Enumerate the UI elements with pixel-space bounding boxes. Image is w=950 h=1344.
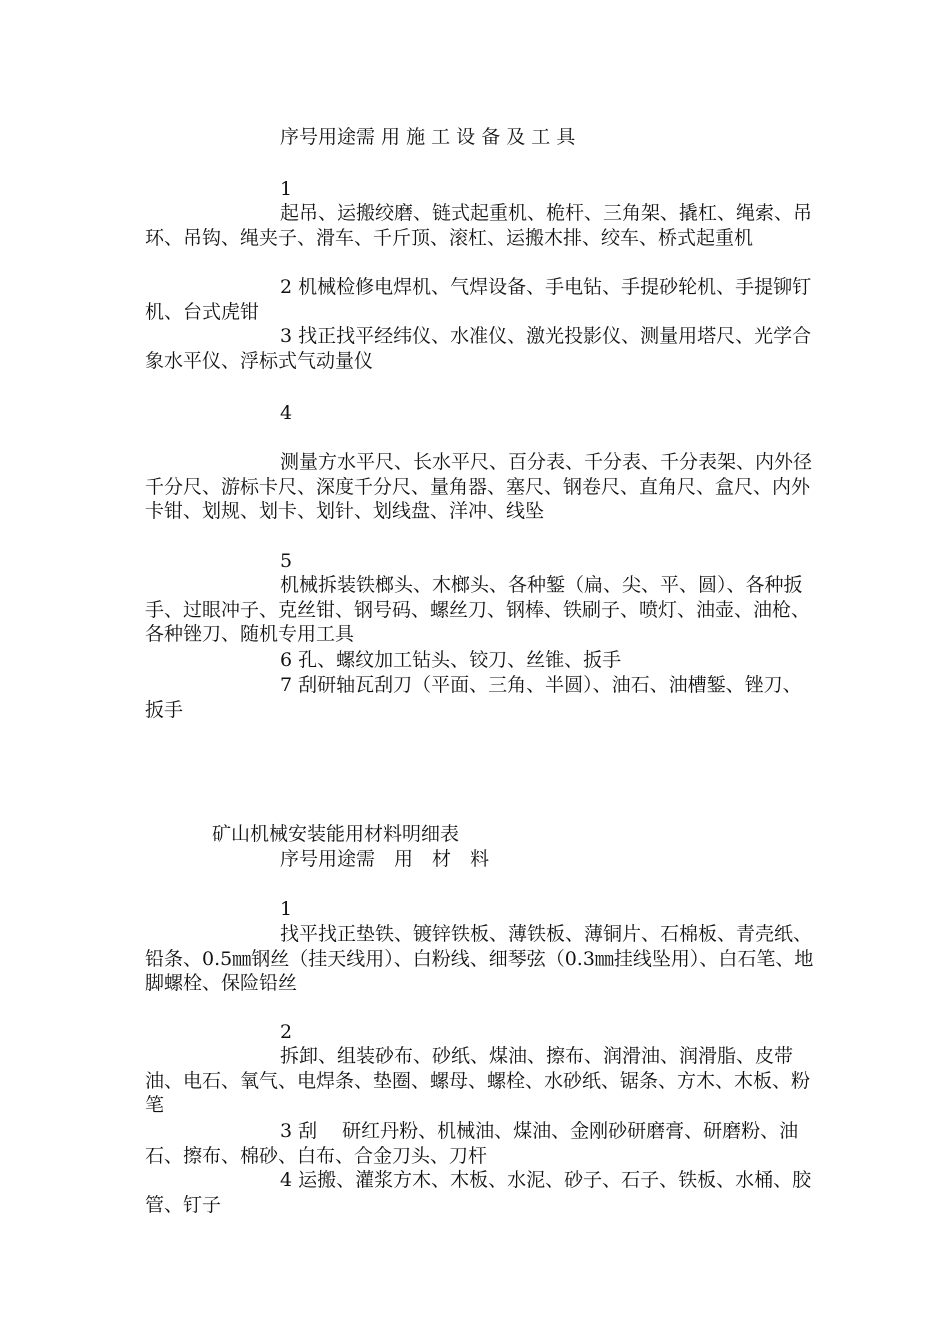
equipment-table-header: 序号用途需 用 施 工 设 备 及 工 具: [280, 126, 576, 148]
equipment-row: 起吊、运搬绞磨、链式起重机、桅杆、三角架、撬杠、绳索、吊环、吊钩、绳夹子、滑车、千斤顶、滚杠、运搬木排、绞车、桥式起重机: [145, 202, 813, 249]
materials-row: 拆卸、组装砂布、砂纸、煤油、擦布、润滑油、润滑脂、皮带油、电石、氧气、电焊条、垫圈、螺母、螺栓、水砂纸、锯条、方木、木板、粉笔: [145, 1045, 811, 1116]
materials-row: 4 运搬、灌浆方木、木板、水泥、砂子、石子、铁板、水桶、胶管、钉子: [145, 1169, 812, 1216]
row-number: 4: [280, 402, 293, 424]
row-number: 2: [280, 1021, 293, 1043]
equipment-row: 6 孔、螺纹加工钻头、铰刀、丝锥、扳手: [280, 649, 622, 671]
equipment-row: 测量方水平尺、长水平尺、百分表、千分表、千分表架、内外径千分尺、游标卡尺、深度千分尺、量角器、塞尺、钢卷尺、直角尺、盒尺、内外卡钳、划规、划卡、划针、划线盘、洋冲、线坠: [145, 451, 813, 522]
materials-table-header: 序号用途需 用 材 料: [280, 848, 490, 870]
equipment-row: 机械拆装铁榔头、木榔头、各种錾（扁、尖、平、圆）、各种扳手、过眼冲子、克丝钳、钢号码、螺丝刀、钢棒、铁刷子、喷灯、油壶、油枪、各种锉刀、随机专用工具: [145, 574, 811, 645]
row-number: 5: [280, 550, 293, 572]
materials-row: 3 刮 研红丹粉、机械油、煤油、金刚砂研磨膏、研磨粉、油石、擦布、棉砂、白布、合金刀头、刀杆: [145, 1120, 799, 1167]
row-number: 1: [280, 898, 293, 920]
equipment-row: 3 找正找平经纬仪、水准仪、激光投影仪、测量用塔尺、光学合象水平仪、浮标式气动量仪: [145, 325, 812, 372]
materials-table-title: 矿山机械安装能用材料明细表: [212, 823, 460, 845]
equipment-row: 7 刮研轴瓦刮刀（平面、三角、半圆）、油石、油槽錾、锉刀、扳手: [145, 674, 802, 721]
materials-row: 找平找正垫铁、镀锌铁板、薄铁板、薄铜片、石棉板、青壳纸、铅条、0.5㎜钢丝（挂天线用）、白粉线、细琴弦（0.3㎜挂线坠用）、白石笔、地脚螺栓、保险铅丝: [145, 923, 814, 994]
equipment-row: 2 机械检修电焊机、气焊设备、手电钻、手提砂轮机、手提铆钉机、台式虎钳: [145, 276, 812, 323]
row-number: 1: [280, 178, 293, 200]
